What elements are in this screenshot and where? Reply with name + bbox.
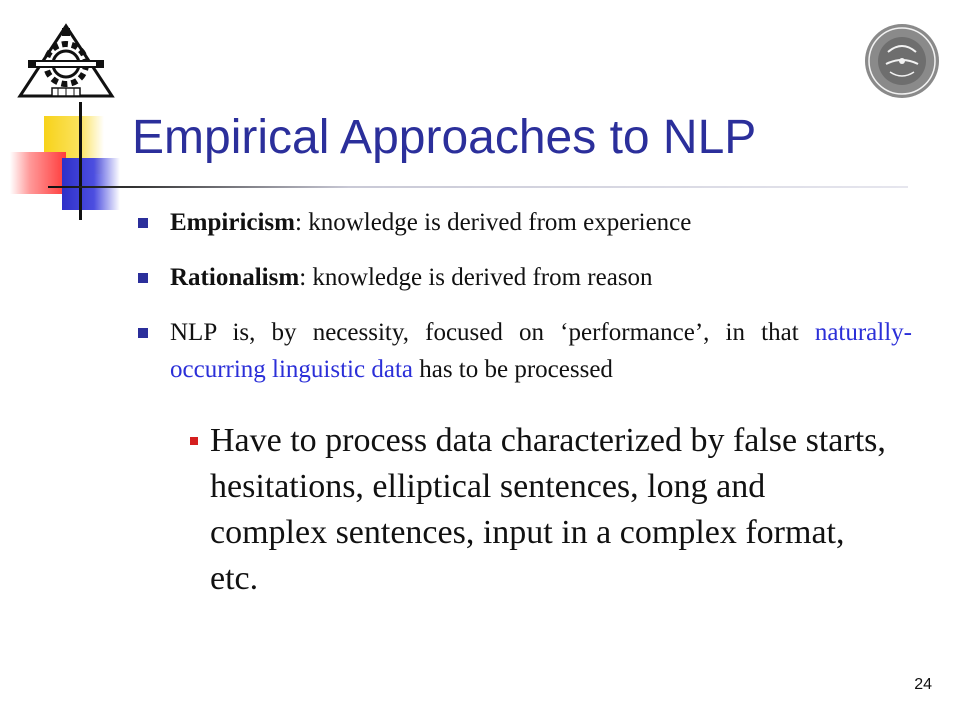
bullet-empiricism [132, 204, 912, 241]
bullet-text: : knowledge is derived from experience [295, 209, 692, 236]
horizontal-rule [48, 186, 908, 188]
gear-emblem-logo [14, 22, 118, 104]
highlighted-text: naturally-occurring linguistic data [170, 319, 912, 383]
slide-content [132, 204, 912, 602]
sub-bullet-text: Have to process data characterized by false starts, hesitations, elliptical sentences, long and complex sentences, input in a complex format, etc. [210, 422, 886, 597]
bullet-term: Rationalism [170, 264, 300, 291]
page-number: 24 [914, 676, 932, 693]
square-bullet-icon [138, 218, 148, 228]
sub-bullet-data-characteristics [210, 418, 890, 602]
bullet-nlp-performance [132, 314, 912, 388]
university-seal-logo [862, 22, 942, 100]
bullet-text: NLP is, by necessity, focused on ‘performance’, in that [170, 319, 815, 346]
square-bullet-icon [138, 273, 148, 283]
bullet-text: has to be processed [412, 356, 613, 383]
square-bullet-icon [138, 328, 148, 338]
square-sub-bullet-icon [190, 437, 198, 445]
bullet-text: : knowledge is derived from reason [299, 264, 653, 291]
bullet-term: Empiricism [170, 209, 295, 236]
bullet-rationalism [132, 259, 912, 296]
slide-title: Empirical Approaches to NLP [132, 111, 757, 164]
